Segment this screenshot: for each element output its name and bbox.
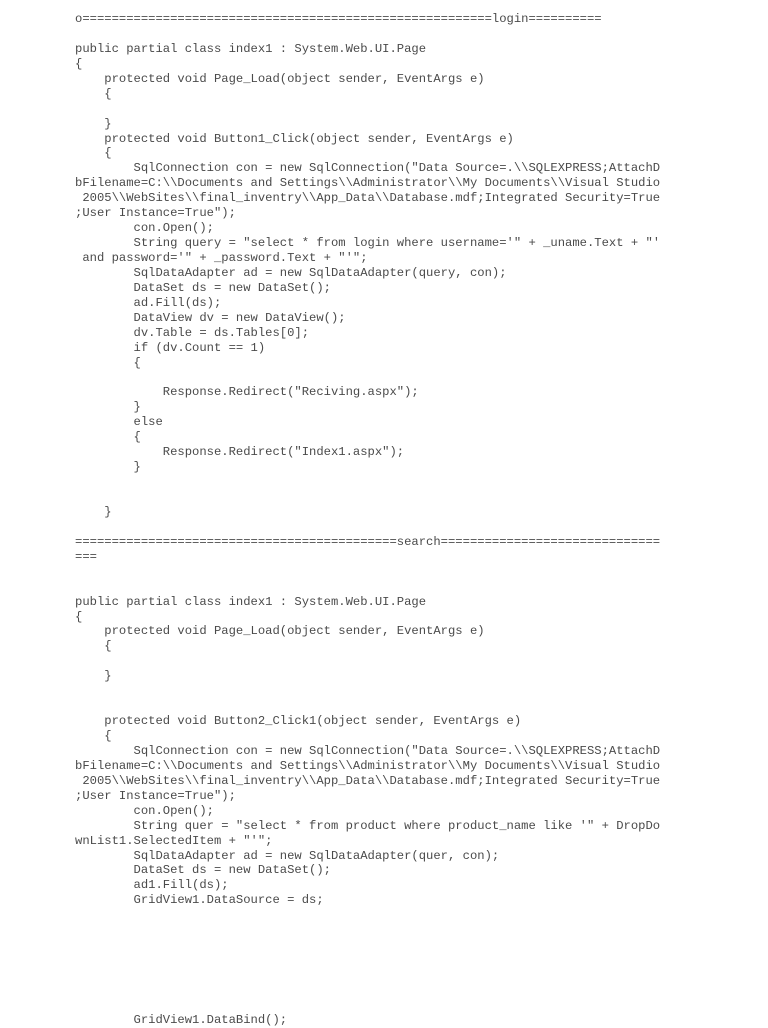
code-line [75,654,755,669]
code-line [75,565,755,580]
code-line [75,699,755,714]
code-line: 2005\\WebSites\\final_inventry\\App_Data\\Database.mdf;Integrated Security=True [75,773,661,788]
code-line: bFilename=C:\\Documents and Settings\\Administrator\\My Documents\\Visual Studio [75,758,661,773]
code-line: protected void Page_Load(object sender, EventArgs e) [75,71,485,86]
code-line [75,953,755,968]
code-line: === [75,549,97,564]
code-line: { [75,146,112,161]
code-line [75,371,755,386]
code-listing [75,12,755,1028]
code-line [75,520,755,535]
code-line [75,938,755,953]
code-line: ============================================search============================== [75,534,661,549]
code-line: { [75,729,112,743]
code-line: con.Open(); [75,803,214,818]
code-line: { [75,609,83,624]
code-line: } [75,460,141,475]
code-line: SqlDataAdapter ad = new SqlDataAdapter(query, con); [75,265,507,280]
code-line: } [75,669,112,684]
code-line [75,102,755,117]
code-line: public partial class index1 : System.Web.UI.Page [75,594,427,609]
code-line: protected void Button1_Click(object sender, EventArgs e) [75,131,514,146]
code-line: { [75,56,83,71]
code-line [75,968,755,983]
code-line: String query = "select * from login where username='" + _uname.Text + "' [75,236,661,251]
code-line: bFilename=C:\\Documents and Settings\\Administrator\\My Documents\\Visual Studio [75,176,661,191]
code-line: protected void Button2_Click1(object sender, EventArgs e) [75,714,522,729]
code-line: if (dv.Count == 1) [75,340,266,355]
code-line: DataView dv = new DataView(); [75,310,346,325]
code-line: { [75,355,141,370]
code-line: { [75,86,112,101]
code-line [75,908,755,923]
code-line: } [75,400,141,415]
code-line: String quer = "select * from product where product_name like '" + DropDo [75,818,661,833]
code-line: ;User Instance=True"); [75,788,236,803]
code-line [75,923,755,938]
code-line: con.Open(); [75,221,214,236]
code-line: else [75,415,163,430]
code-line: SqlConnection con = new SqlConnection("Data Source=.\\SQLEXPRESS;AttachD [75,161,661,176]
code-line: o========================================================login========== [75,12,602,26]
code-line [75,475,755,490]
code-line: ad1.Fill(ds); [75,878,229,893]
code-line: Response.Redirect("Index1.aspx"); [75,445,405,460]
code-line [75,998,755,1013]
code-line [75,27,755,42]
code-line: wnList1.SelectedItem + "'"; [75,833,273,848]
code-line [75,684,755,699]
code-line: DataSet ds = new DataSet(); [75,280,331,295]
code-line: SqlConnection con = new SqlConnection("Data Source=.\\SQLEXPRESS;AttachD [75,743,661,758]
code-line: } [75,504,112,519]
code-line: SqlDataAdapter ad = new SqlDataAdapter(quer, con); [75,848,500,863]
code-line: { [75,430,141,445]
code-line: public partial class index1 : System.Web.UI.Page [75,41,427,56]
code-line: 2005\\WebSites\\final_inventry\\App_Data\\Database.mdf;Integrated Security=True [75,191,661,206]
code-line: ;User Instance=True"); [75,206,236,221]
code-line: Response.Redirect("Reciving.aspx"); [75,385,419,400]
code-line: protected void Page_Load(object sender, EventArgs e) [75,624,485,639]
code-line [75,983,755,998]
code-line: { [75,639,112,654]
code-line: dv.Table = ds.Tables[0]; [75,325,310,340]
code-line: GridView1.DataSource = ds; [75,893,324,908]
code-line: GridView1.DataBind(); [75,1012,288,1027]
code-line: ad.Fill(ds); [75,295,222,310]
code-line: DataSet ds = new DataSet(); [75,863,331,878]
code-line [75,580,755,595]
code-line: } [75,116,112,131]
code-line [75,490,755,505]
code-line: and password='" + _password.Text + "'"; [75,251,368,265]
